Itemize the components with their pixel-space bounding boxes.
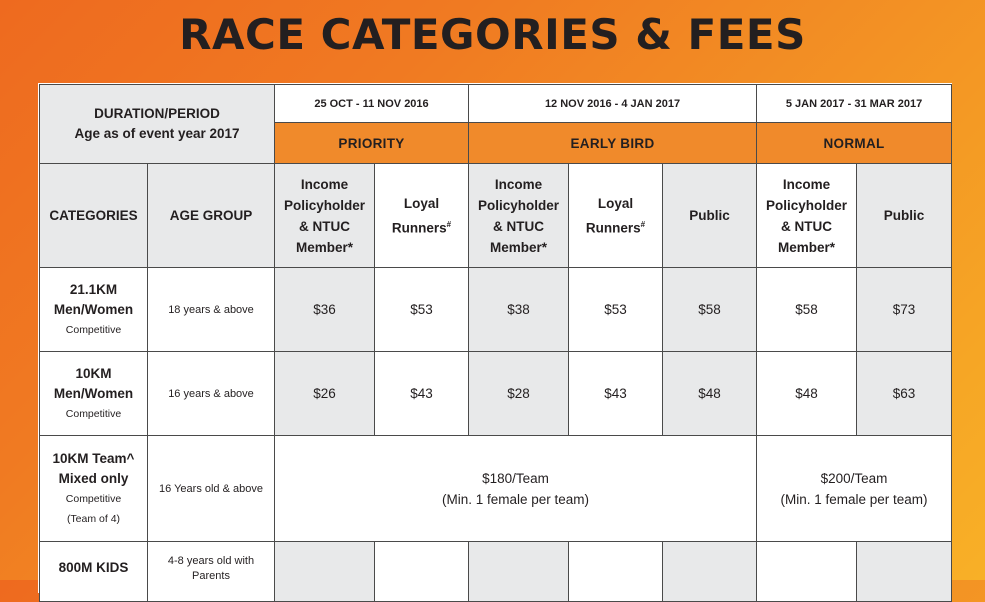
table-row — [40, 352, 952, 436]
early-public-header: Public — [663, 164, 757, 268]
age-group-header: AGE GROUP — [148, 164, 275, 268]
category-type: Competitive — [65, 492, 122, 505]
page-title: RACE CATEGORIES & FEES — [179, 10, 806, 59]
price-cell: $73 — [857, 268, 952, 352]
early-loyal-header — [569, 164, 663, 268]
team-note: (Min. 1 female per team) — [441, 491, 590, 507]
income-line: Policyholder — [283, 197, 366, 213]
team-row — [40, 436, 952, 542]
price-cell: $48 — [757, 352, 857, 436]
age-group-cell: 16 years & above — [148, 352, 275, 436]
price-cell: $36 — [275, 268, 375, 352]
team-size: (Team of 4) — [66, 512, 121, 525]
price-cell: $26 — [275, 352, 375, 436]
category-name: 10KM — [75, 365, 112, 381]
category-cell — [40, 352, 148, 436]
income-line: Income — [494, 176, 543, 192]
normal-income-header — [757, 164, 857, 268]
early-income-header — [469, 164, 569, 268]
team-note: (Min. 1 female per team) — [780, 491, 928, 507]
loyal-footnote-mark: # — [640, 219, 646, 229]
age-group-cell: 18 years & above — [148, 268, 275, 352]
price-cell — [663, 542, 757, 602]
category-gender: Men/Women — [53, 385, 134, 401]
category-gender: Men/Women — [53, 301, 134, 317]
price-cell: $53 — [569, 268, 663, 352]
price-cell — [469, 542, 569, 602]
category-name: 800M KIDS — [58, 560, 129, 575]
early-bird-dates: 12 NOV 2016 - 4 JAN 2017 — [469, 85, 757, 123]
income-line: Member* — [778, 239, 836, 255]
loyal-line: Loyal — [597, 195, 634, 211]
loyal-line: Runners# — [585, 219, 646, 236]
fees-table — [39, 84, 952, 602]
normal-tier-header: NORMAL — [757, 123, 952, 164]
price-cell — [375, 542, 469, 602]
category-name: 21.1KM — [69, 281, 118, 297]
price-cell: $58 — [757, 268, 857, 352]
team-price: $200/Team — [820, 470, 888, 486]
price-cell — [857, 542, 952, 602]
price-cell: $28 — [469, 352, 569, 436]
early-bird-tier-header: EARLY BIRD — [469, 123, 757, 164]
income-line: & NTUC — [299, 218, 350, 234]
price-cell: $63 — [857, 352, 952, 436]
price-cell: $43 — [375, 352, 469, 436]
age-group-cell: 4-8 years old with Parents — [148, 542, 275, 602]
price-cell — [757, 542, 857, 602]
price-cell: $38 — [469, 268, 569, 352]
income-line: Policyholder — [766, 197, 848, 213]
income-line: & NTUC — [493, 218, 544, 234]
price-cell: $48 — [663, 352, 757, 436]
income-line: & NTUC — [781, 218, 833, 234]
loyal-line: Loyal — [403, 195, 440, 211]
category-mix: Mixed only — [58, 470, 129, 486]
category-name: 10KM Team^ — [52, 450, 135, 466]
team-price: $180/Team — [482, 470, 549, 486]
duration-label: DURATION/PERIOD — [94, 106, 220, 121]
priority-loyal-header — [375, 164, 469, 268]
fees-table-panel — [38, 83, 952, 593]
income-line: Member* — [295, 239, 354, 255]
team-fee-normal — [757, 436, 952, 542]
duration-header — [40, 85, 275, 164]
price-cell — [569, 542, 663, 602]
category-cell — [40, 542, 148, 602]
normal-public-header: Public — [857, 164, 952, 268]
price-cell — [275, 542, 375, 602]
priority-income-header — [275, 164, 375, 268]
categories-header: CATEGORIES — [40, 164, 148, 268]
income-line: Income — [782, 176, 831, 192]
team-fee-priority-early — [275, 436, 757, 542]
category-type: Competitive — [65, 323, 122, 336]
table-row — [40, 268, 952, 352]
age-basis-label: Age as of event year 2017 — [74, 126, 240, 141]
priority-tier-header: PRIORITY — [275, 123, 469, 164]
price-cell: $43 — [569, 352, 663, 436]
age-group-cell: 16 Years old & above — [148, 436, 275, 542]
income-line: Policyholder — [477, 197, 560, 213]
category-cell — [40, 436, 148, 542]
price-cell: $53 — [375, 268, 469, 352]
category-cell — [40, 268, 148, 352]
price-cell: $58 — [663, 268, 757, 352]
income-line: Member* — [489, 239, 548, 255]
normal-dates: 5 JAN 2017 - 31 MAR 2017 — [757, 85, 952, 123]
category-type: Competitive — [65, 407, 122, 420]
loyal-footnote-mark: # — [446, 219, 452, 229]
loyal-line: Runners# — [391, 219, 452, 236]
table-row — [40, 542, 952, 602]
income-line: Income — [300, 176, 349, 192]
priority-dates: 25 OCT - 11 NOV 2016 — [275, 85, 469, 123]
